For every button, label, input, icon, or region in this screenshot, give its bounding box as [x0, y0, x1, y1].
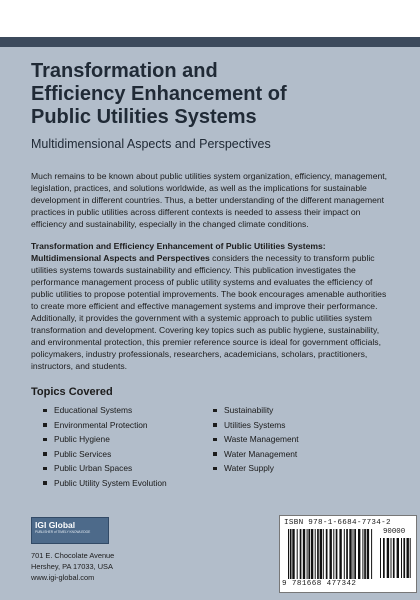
- barcode-bar: [317, 529, 319, 579]
- barcode-bar: [393, 538, 395, 578]
- barcode-bar: [387, 538, 389, 578]
- topics-column-left: [31, 403, 213, 491]
- barcode-bar: [383, 538, 385, 578]
- publisher-block: [31, 517, 114, 583]
- barcode-bar: [362, 529, 363, 579]
- barcode-bar: [403, 538, 405, 578]
- publisher-website: www.igi-global.com: [31, 572, 95, 582]
- header-stripe: [0, 37, 420, 47]
- price-addon-code: 90000: [383, 528, 406, 536]
- barcode-bar: [407, 538, 409, 578]
- addon-barcode-bars: [380, 538, 412, 578]
- logo-tagline: PUBLISHER of TIMELY KNOWLEDGE: [35, 530, 91, 534]
- title-line: Transformation and: [31, 60, 218, 82]
- logo-text: IGI Global: [35, 520, 76, 530]
- top-white-band: [0, 0, 420, 37]
- book-subtitle: Multidimensional Aspects and Perspectives: [31, 137, 271, 151]
- barcode-bar: [300, 529, 302, 579]
- topic-item: Waste Management: [213, 432, 299, 447]
- barcode-bar: [358, 529, 360, 579]
- topic-item: Sustainability: [213, 403, 299, 418]
- isbn-number: ISBN 978-1-6684-7734-2: [284, 519, 391, 527]
- barcode-bar: [367, 529, 369, 579]
- barcode-bar: [346, 529, 348, 579]
- barcode-bar: [391, 538, 392, 578]
- barcode-bar: [401, 538, 402, 578]
- barcode-bar: [315, 529, 316, 579]
- topic-item: Water Management: [213, 447, 299, 462]
- barcode-bar: [353, 529, 354, 579]
- description-text: considers the necessity to transform public utilities systems towards sustainability and efficiency. This publication investigates the performance management process of public utility systems and evaluates the efficiency of public utilities to propose potential improvements. The book encourages amenable authorities to create more efficient and effective management systems and improve their performance. Additionally, it provides the government with a systemic approach to public utilities system transformation and development. Covering key topics such as public hygiene, sustainability, and environmental protection, this premier reference source is ideal for government officials, policymakers, industry professionals, researchers, academicians, scholars, practitioners, instructors, and students.: [31, 253, 387, 371]
- topic-item: Utilities Systems: [213, 418, 299, 433]
- igi-global-logo: [31, 517, 109, 544]
- title-line: Efficiency Enhancement of: [31, 83, 287, 105]
- barcode-bar: [288, 529, 289, 579]
- barcode-bar: [371, 529, 372, 579]
- topic-item: Public Services: [43, 447, 213, 462]
- barcode-bars: [288, 529, 376, 579]
- barcode-bar: [308, 529, 310, 579]
- barcode-bar: [410, 538, 411, 578]
- description-paragraph: [31, 240, 391, 372]
- barcode-bar: [339, 529, 341, 579]
- topics-list: [31, 403, 391, 491]
- barcode-bar: [380, 538, 381, 578]
- barcode-bar: [336, 529, 338, 579]
- barcode-bar: [320, 529, 322, 579]
- barcode-bar: [290, 529, 292, 579]
- intro-paragraph: Much remains to be known about public utilities system organization, efficiency, management, legislation, practices, and solutions worldwide, as well as the implications for sustainable development in different countries. Thus, a better understanding of the different management practices in public utilities across different contexts is needed to assess their impact on efficiency and sustainability, especially in the changed climate conditions.: [31, 171, 388, 229]
- barcode-bar: [323, 529, 324, 579]
- barcode-bar: [344, 529, 345, 579]
- barcode-bar: [307, 529, 308, 579]
- description-book-title: Transformation and Efficiency Enhancement of Public Utilities Systems: Multidimensional Aspects and Perspectives: [31, 241, 326, 263]
- ean-digits: 9 781668 477342: [282, 580, 357, 588]
- title-line: Public Utilities Systems: [31, 106, 257, 128]
- topic-item: Educational Systems: [43, 403, 213, 418]
- book-title: [31, 60, 391, 129]
- barcode-bar: [303, 529, 305, 579]
- barcode-bar: [311, 529, 313, 579]
- topic-item: Environmental Protection: [43, 418, 213, 433]
- barcode-bar: [333, 529, 334, 579]
- barcode-bar: [397, 538, 399, 578]
- topic-item: Public Utility System Evolution: [43, 476, 213, 491]
- topics-column-right: [213, 403, 299, 491]
- address-line: 701 E. Chocolate Avenue: [31, 551, 115, 560]
- barcode-bar: [326, 529, 328, 579]
- topics-heading: Topics Covered: [31, 386, 113, 398]
- barcode-bar: [297, 529, 298, 579]
- publisher-address: [31, 551, 114, 583]
- barcode-bar: [330, 529, 332, 579]
- barcode-bar: [349, 529, 351, 579]
- topic-item: Public Hygiene: [43, 432, 213, 447]
- barcode-bar: [292, 529, 294, 579]
- address-line: Hershey, PA 17033, USA: [31, 561, 113, 571]
- topic-item: Water Supply: [213, 461, 299, 476]
- topic-item: Public Urban Spaces: [43, 461, 213, 476]
- isbn-barcode: [279, 515, 417, 593]
- barcode-bar: [364, 529, 366, 579]
- cover-content: [31, 60, 391, 491]
- barcode-bar: [354, 529, 356, 579]
